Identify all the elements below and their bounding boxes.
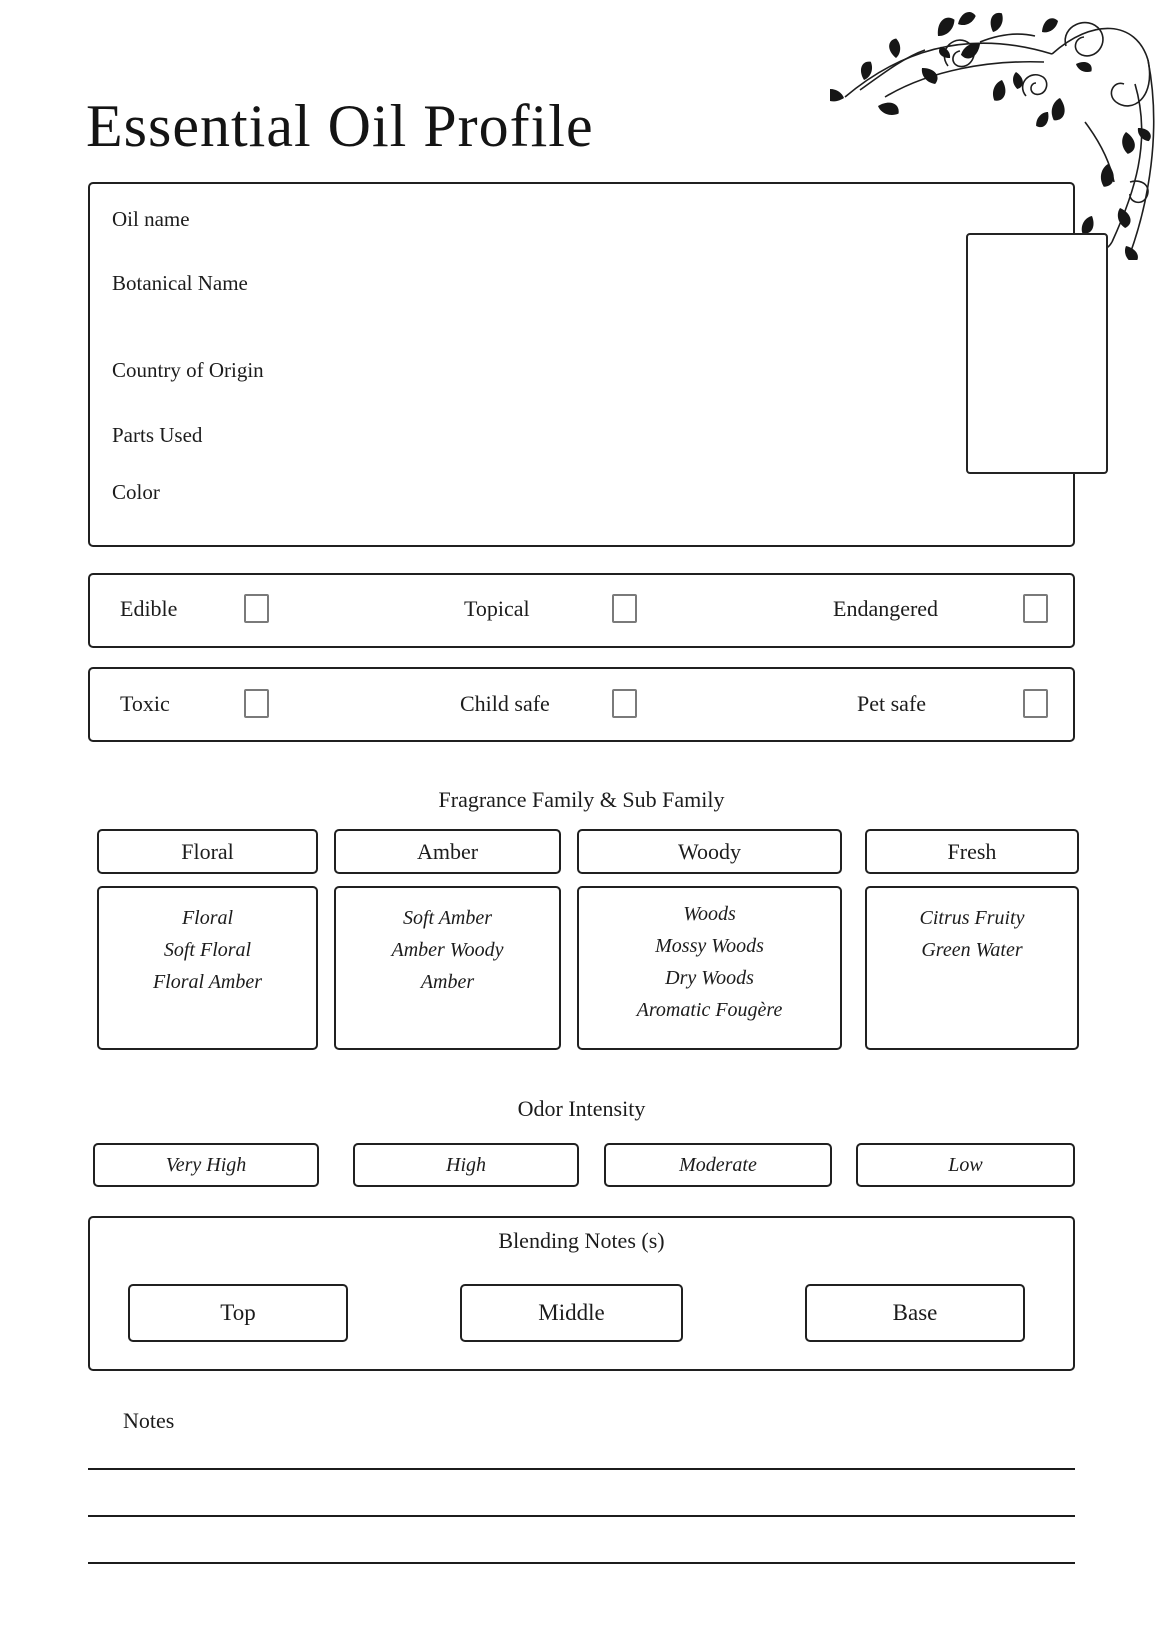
- label-child-safe: Child safe: [460, 691, 550, 716]
- safety-row-2-box: [88, 667, 1075, 742]
- odor-option-label: Very High: [165, 1153, 247, 1176]
- subfamily-list-floral[interactable]: [97, 886, 318, 1050]
- subfamily-item: Amber: [420, 971, 475, 993]
- subfamily-item: Mossy Woods: [655, 935, 764, 957]
- odor-option-label: Low: [948, 1153, 983, 1176]
- subfamily-item: Citrus Fruity: [919, 907, 1025, 929]
- notes-label: Notes: [123, 1408, 175, 1433]
- label-topical: Topical: [464, 596, 530, 621]
- field-label-color: Color: [112, 480, 160, 504]
- family-label: Floral: [181, 838, 234, 864]
- odor-intensity-heading: Odor Intensity: [517, 1096, 646, 1121]
- field-label-parts-used: Parts Used: [112, 423, 203, 447]
- subfamily-list-fresh[interactable]: [865, 886, 1079, 1050]
- family-option-floral[interactable]: [97, 829, 318, 874]
- subfamily-list-amber[interactable]: [334, 886, 561, 1050]
- family-label: Amber: [416, 838, 479, 864]
- blending-option-label: Base: [892, 1300, 938, 1325]
- subfamily-list-woody[interactable]: [577, 886, 842, 1050]
- blending-option-top[interactable]: [128, 1284, 348, 1342]
- field-label-oil-name: Oil name: [112, 207, 190, 231]
- fragrance-section-heading: Fragrance Family & Sub Family: [438, 787, 725, 812]
- odor-option-high[interactable]: [353, 1143, 579, 1187]
- label-toxic: Toxic: [120, 691, 170, 716]
- label-endangered: Endangered: [833, 596, 939, 621]
- field-label-botanical-name: Botanical Name: [112, 271, 248, 295]
- floral-flourish-icon: [830, 2, 1160, 260]
- photo-placeholder-box: [966, 233, 1108, 474]
- field-label-country-of-origin: Country of Origin: [112, 358, 264, 382]
- odor-option-very-high[interactable]: [93, 1143, 319, 1187]
- odor-option-moderate[interactable]: [604, 1143, 832, 1187]
- checkbox-topical[interactable]: [612, 594, 637, 623]
- checkbox-toxic[interactable]: [244, 689, 269, 718]
- subfamily-item: Floral Amber: [152, 971, 263, 993]
- notes-line: [88, 1515, 1075, 1517]
- subfamily-item: Woods: [683, 903, 736, 925]
- notes-line: [88, 1562, 1075, 1564]
- subfamily-item: Dry Woods: [665, 967, 754, 989]
- family-option-fresh[interactable]: [865, 829, 1079, 874]
- subfamily-item: Floral: [181, 907, 234, 929]
- family-option-woody[interactable]: [577, 829, 842, 874]
- family-label: Fresh: [947, 838, 997, 864]
- subfamily-item: Aromatic Fougère: [636, 999, 783, 1021]
- odor-option-label: Moderate: [679, 1153, 757, 1176]
- odor-option-label: High: [446, 1153, 486, 1176]
- checkbox-child-safe[interactable]: [612, 689, 637, 718]
- blending-notes-heading: Blending Notes (s): [498, 1228, 665, 1253]
- blending-option-label: Top: [220, 1300, 256, 1325]
- checkbox-pet-safe[interactable]: [1023, 689, 1048, 718]
- subfamily-item: Amber Woody: [391, 939, 504, 961]
- family-label: Woody: [677, 838, 741, 864]
- blending-option-middle[interactable]: [460, 1284, 683, 1342]
- subfamily-item: Soft Floral: [163, 939, 252, 961]
- family-option-amber[interactable]: [334, 829, 561, 874]
- subfamily-item: Green Water: [921, 939, 1023, 961]
- page-title: Essential Oil Profile: [86, 93, 594, 159]
- subfamily-item: Soft Amber: [402, 907, 493, 929]
- blending-option-base[interactable]: [805, 1284, 1025, 1342]
- label-pet-safe: Pet safe: [857, 691, 927, 716]
- checkbox-edible[interactable]: [244, 594, 269, 623]
- odor-option-low[interactable]: [856, 1143, 1075, 1187]
- notes-line: [88, 1468, 1075, 1470]
- label-edible: Edible: [120, 596, 178, 621]
- checkbox-endangered[interactable]: [1023, 594, 1048, 623]
- blending-option-label: Middle: [538, 1300, 605, 1325]
